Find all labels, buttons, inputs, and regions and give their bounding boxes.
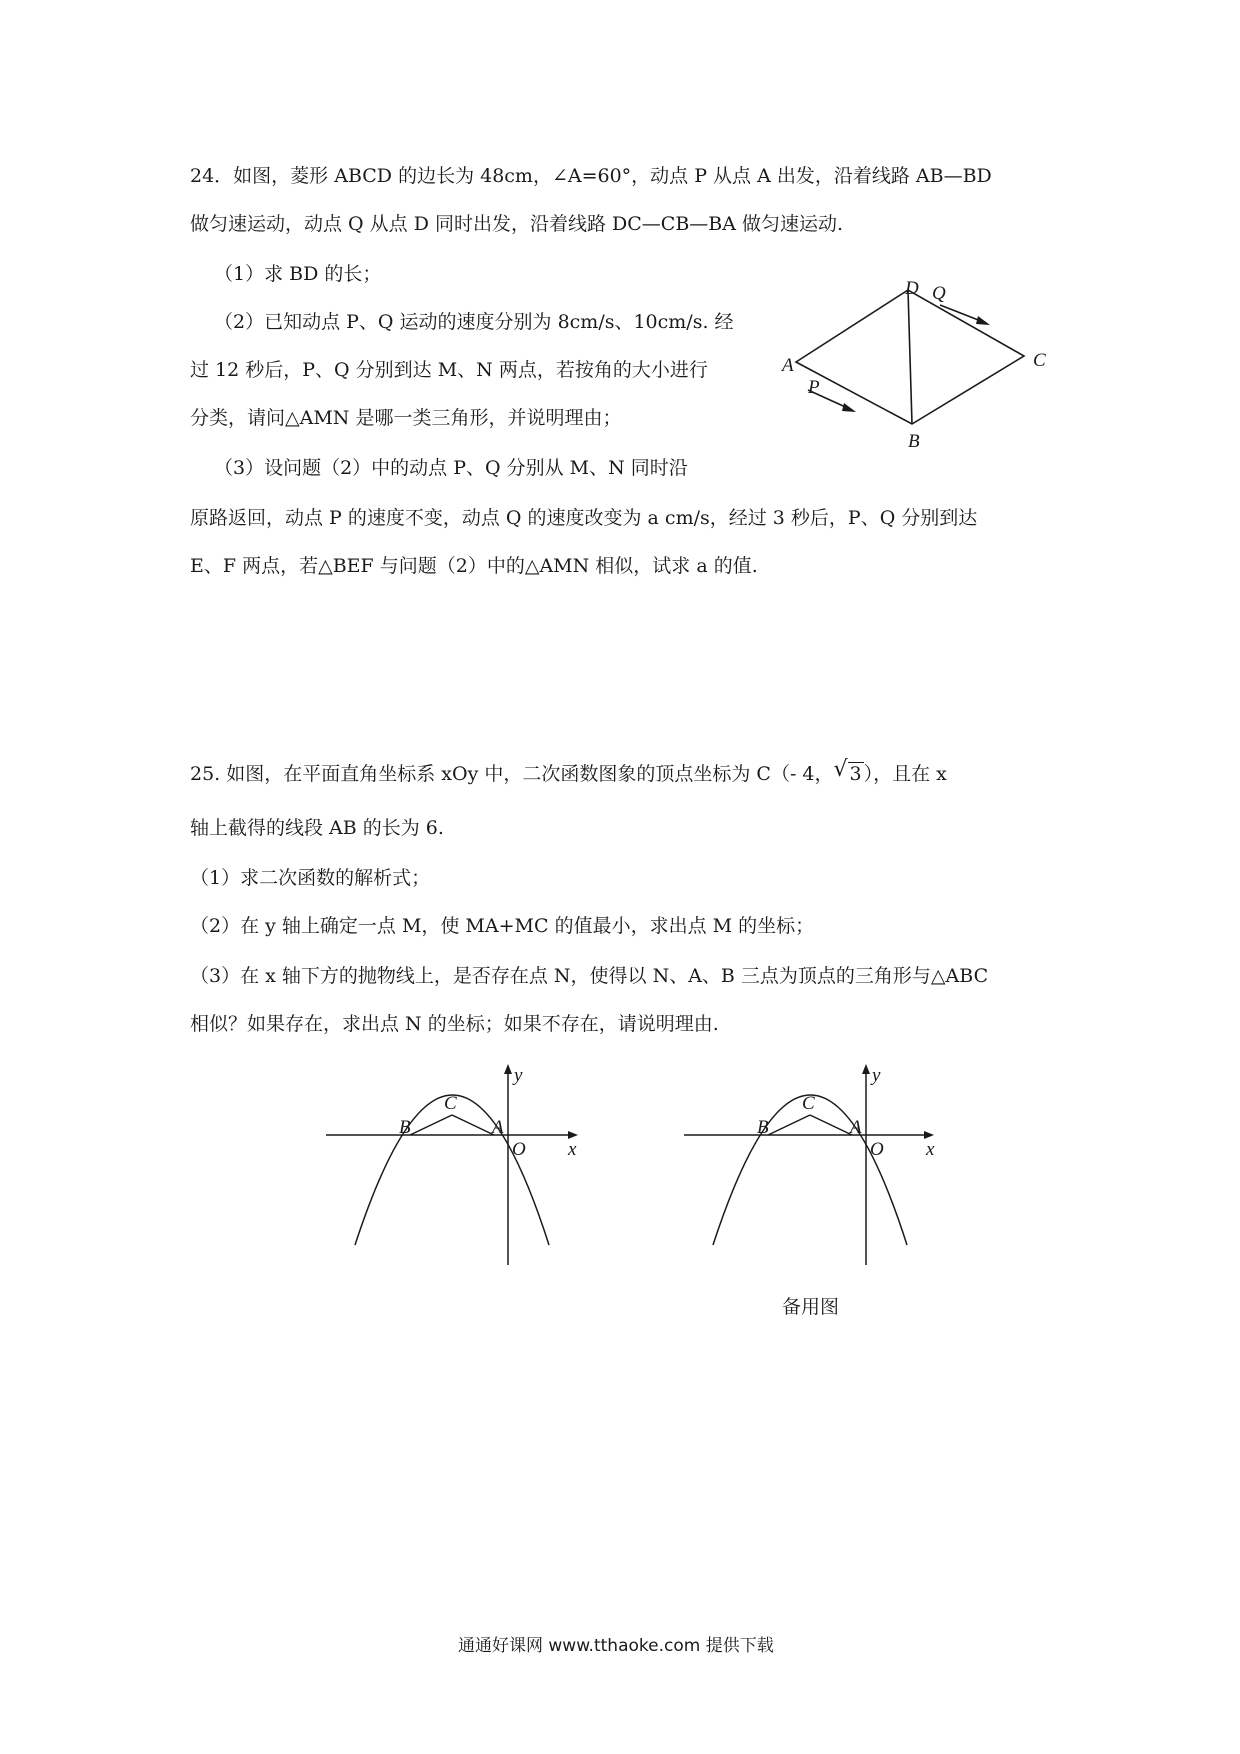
q24-sub2c: 分类，请问△AMN 是哪一类三角形，并说明理由； — [190, 407, 622, 429]
label-q: Q — [932, 283, 946, 304]
q25-line1-pre: 25. 如图，在平面直角坐标系 xOy 中，二次函数图象的顶点坐标为 C（- 4， — [190, 763, 834, 785]
y-axis-arrow-2 — [862, 1064, 870, 1074]
q25-line2: 轴上截得的线段 AB 的长为 6. — [190, 817, 444, 839]
x-axis-arrow-1 — [568, 1131, 578, 1139]
arrowhead-p — [842, 403, 856, 412]
diagonal-bd — [908, 290, 912, 424]
q25-sub3b: 相似？如果存在，求出点 N 的坐标；如果不存在，请说明理由. — [190, 1013, 719, 1035]
sqrt-3: √ 3 — [833, 757, 862, 785]
label-d: D — [905, 278, 919, 299]
q25-sub1: （1）求二次函数的解析式； — [190, 867, 431, 889]
fig2-label-b: B — [757, 1117, 769, 1138]
footer-text: 通通好课网 www.tthaoke.com 提供下载 — [458, 1636, 774, 1656]
q25-sub2: （2）在 y 轴上确定一点 M，使 MA+MC 的值最小，求出点 M 的坐标； — [190, 915, 815, 937]
q24-sub3a: （3）设问题（2）中的动点 P、Q 分别从 M、N 同时沿 — [214, 457, 688, 479]
q25-sub3a: （3）在 x 轴下方的抛物线上，是否存在点 N，使得以 N、A、B 三点为顶点的三角形与△ABC — [190, 965, 989, 987]
fig1-label-c: C — [444, 1093, 457, 1114]
label-c: C — [1033, 350, 1046, 371]
label-a: A — [782, 355, 794, 376]
fig2-label-x: x — [926, 1139, 935, 1160]
fig2-label-a: A — [850, 1117, 862, 1138]
q24-sub1: （1）求 BD 的长； — [214, 263, 382, 285]
q25-line1 — [190, 757, 947, 786]
fig2-label-y: y — [872, 1065, 881, 1086]
segment-ca-1 — [452, 1115, 494, 1135]
q25-line1-post: ），且在 x — [863, 763, 947, 785]
q24-sub2a: （2）已知动点 P、Q 运动的速度分别为 8cm/s、10cm/s. 经 — [214, 311, 734, 333]
fig1-label-x: x — [568, 1139, 577, 1160]
q24-line1: 24．如图，菱形 ABCD 的边长为 48cm，∠A=60°，动点 P 从点 A 出发，沿着线路 AB—BD — [190, 165, 992, 187]
rhombus-abcd — [796, 290, 1024, 424]
label-p: P — [808, 377, 820, 398]
q24-sub3c: E、F 两点，若△BEF 与问题（2）中的△AMN 相似，试求 a 的值. — [190, 555, 758, 577]
q24-sub2b: 过 12 秒后，P、Q 分别到达 M、N 两点，若按角的大小进行 — [190, 359, 708, 381]
label-b: B — [908, 431, 920, 452]
y-axis-arrow-1 — [504, 1064, 512, 1074]
backup-caption: 备用图 — [782, 1296, 840, 1318]
parabola-curve-1 — [355, 1095, 549, 1245]
segment-bc-1 — [410, 1115, 452, 1135]
arrowhead-q — [976, 316, 990, 325]
fig2-label-o: O — [870, 1139, 884, 1160]
parabola-curve-2 — [713, 1095, 907, 1245]
arrow-q — [940, 305, 986, 323]
fig1-label-o: O — [512, 1139, 526, 1160]
q24-line2: 做匀速运动，动点 Q 从点 D 同时出发，沿着线路 DC—CB—BA 做匀速运动. — [190, 213, 844, 235]
segment-bc-2 — [768, 1115, 810, 1135]
fig1-label-b: B — [399, 1117, 411, 1138]
fig1-label-y: y — [514, 1065, 523, 1086]
fig2-label-c: C — [802, 1093, 815, 1114]
x-axis-arrow-2 — [924, 1131, 934, 1139]
q24-sub3b: 原路返回，动点 P 的速度不变，动点 Q 的速度改变为 a cm/s，经过 3 秒后，P、Q 分别到达 — [190, 507, 978, 529]
fig1-label-a: A — [492, 1117, 504, 1138]
segment-ca-2 — [810, 1115, 852, 1135]
